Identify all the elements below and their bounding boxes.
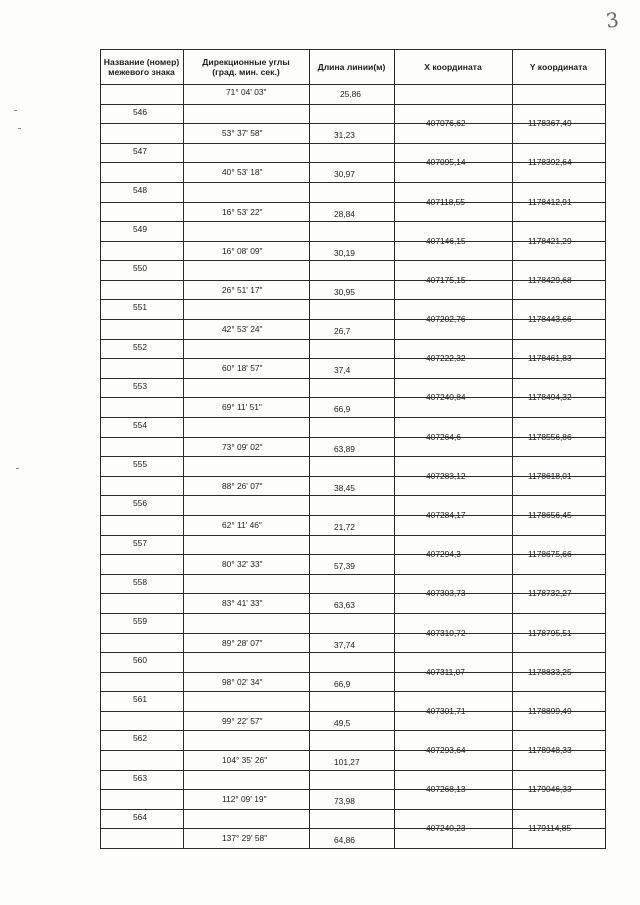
segment-angle: 16° 08' 09" (222, 246, 263, 256)
point-x: 407240,23 (426, 823, 466, 833)
point-y: 1178392,64 (528, 157, 572, 167)
segment-angle: 40° 53' 18" (222, 167, 263, 177)
point-x: 407310,72 (426, 628, 466, 638)
point-x: 407202,76 (426, 314, 466, 324)
point-x: 407240,84 (426, 392, 466, 402)
table-row-line (100, 339, 606, 340)
point-name: 563 (133, 773, 147, 783)
point-name: 559 (133, 616, 147, 626)
point-x: 407284,17 (426, 510, 466, 520)
point-name: 552 (133, 342, 147, 352)
point-x: 407175,15 (426, 275, 466, 285)
point-y: 1178494,32 (528, 392, 572, 402)
point-name: 556 (133, 498, 147, 508)
segment-angle: 16° 53' 22" (222, 207, 263, 217)
point-x: 407268,13 (426, 784, 466, 794)
segment-length: 66,9 (334, 404, 351, 414)
point-x: 407303,73 (426, 588, 466, 598)
table-row-line (100, 770, 606, 771)
point-name: 560 (133, 655, 147, 665)
segment-angle: 89° 28' 07" (222, 638, 263, 648)
table-row-line (100, 652, 606, 653)
point-y: 1178461,83 (528, 353, 572, 363)
segment-angle: 112° 09' 19" (222, 794, 267, 804)
point-name: 547 (133, 146, 147, 156)
segment-length: 26,7 (334, 326, 351, 336)
segment-angle: 71° 04' 03" (226, 87, 267, 97)
segment-length: 30,97 (334, 169, 355, 179)
point-x: 407222,32 (426, 353, 466, 363)
point-y: 1178367,49 (528, 118, 572, 128)
point-y: 1178421,29 (528, 236, 572, 246)
segment-length: 28,84 (334, 209, 355, 219)
table-row-line (100, 574, 606, 575)
table-row-line (100, 84, 606, 85)
segment-angle: 98° 02' 34" (222, 677, 263, 687)
scan-speck (16, 468, 19, 469)
table-row-line (100, 104, 606, 105)
segment-length: 30,95 (334, 287, 355, 297)
table-row-line (100, 49, 606, 50)
point-y: 1178795,51 (528, 628, 572, 638)
segment-angle: 99° 22' 57" (222, 716, 263, 726)
point-x: 407118,55 (426, 197, 465, 207)
segment-length: 37,4 (334, 365, 351, 375)
segment-length: 63,89 (334, 444, 355, 454)
point-y: 1178429,68 (528, 275, 572, 285)
point-y: 1178948,33 (528, 745, 572, 755)
point-y: 1178556,86 (528, 432, 572, 442)
point-x: 407301,71 (426, 706, 466, 716)
point-name: 555 (133, 459, 147, 469)
point-x: 407095,14 (426, 157, 466, 167)
table-row-line (100, 417, 606, 418)
point-name: 550 (133, 263, 147, 273)
table-column-line (309, 49, 310, 849)
segment-angle: 53° 37' 58" (222, 128, 263, 138)
point-y: 1179114,85 (528, 823, 572, 833)
point-y: 1178443,66 (528, 314, 572, 324)
point-name: 551 (133, 302, 147, 312)
point-name: 562 (133, 733, 147, 743)
point-name: 548 (133, 185, 147, 195)
point-x: 407076,62 (426, 118, 466, 128)
table-row-line (100, 730, 606, 731)
table-row-line (100, 456, 606, 457)
table-row-line (100, 182, 606, 183)
header-name: Название (номер) межевого знака (103, 56, 180, 77)
table-row-line (100, 613, 606, 614)
point-y: 1178732,27 (528, 588, 572, 598)
segment-angle: 80° 32' 33" (222, 559, 263, 569)
point-x: 407264,6 (426, 432, 461, 442)
table-row-line (100, 495, 606, 496)
point-y: 1179046,33 (528, 784, 572, 794)
table-column-line (100, 49, 101, 849)
segment-angle: 137° 29' 58" (222, 833, 268, 843)
point-y: 1178675,66 (528, 549, 572, 559)
segment-length: 21,72 (334, 522, 355, 532)
table-row-line (100, 221, 606, 222)
header-x: X координата (424, 61, 482, 72)
table-row-line (100, 378, 606, 379)
point-name: 558 (133, 577, 147, 587)
segment-length: 38,45 (334, 483, 355, 493)
table-row-line (100, 535, 606, 536)
segment-angle: 104° 35' 26" (222, 755, 268, 765)
point-y: 1178899,49 (528, 706, 572, 716)
segment-length: 64,86 (334, 835, 355, 845)
table-column-line (605, 49, 606, 849)
point-name: 554 (133, 420, 147, 430)
point-name: 557 (133, 538, 147, 548)
table-row-line (100, 809, 606, 810)
point-name: 549 (133, 224, 147, 234)
segment-angle: 88° 26' 07" (222, 481, 263, 491)
point-y: 1178656,45 (528, 510, 572, 520)
segment-angle: 26° 51' 17" (222, 285, 263, 295)
scan-speck (18, 128, 21, 129)
point-x: 407311,07 (426, 667, 465, 677)
segment-length: 66,9 (334, 679, 351, 689)
point-name: 553 (133, 381, 147, 391)
page-number: 3 (604, 7, 621, 33)
segment-angle: 62° 11' 46" (222, 520, 262, 530)
point-name: 561 (133, 694, 147, 704)
point-x: 407146,15 (426, 236, 466, 246)
segment-angle: 69° 11' 51" (222, 402, 262, 412)
segment-angle: 42° 53' 24" (222, 324, 263, 334)
point-y: 1178833,25 (528, 667, 572, 677)
segment-length: 73,98 (334, 796, 355, 806)
segment-length: 49,5 (334, 718, 351, 728)
segment-length: 57,39 (334, 561, 355, 571)
header-y: Y координата (529, 61, 588, 72)
segment-length: 30,19 (334, 248, 355, 258)
header-length: Длина линии(м) (317, 61, 386, 72)
point-name: 564 (133, 812, 147, 822)
table-column-line (512, 49, 513, 849)
point-x: 407294,3 (426, 549, 461, 559)
segment-angle: 83° 41' 33" (222, 598, 263, 608)
point-y: 1178618,01 (528, 471, 572, 481)
scan-speck (14, 110, 17, 111)
segment-length: 101,27 (334, 757, 360, 767)
point-name: 546 (133, 107, 147, 117)
point-y: 1178412,91 (528, 197, 572, 207)
table-row-line (100, 260, 606, 261)
table-column-line (183, 49, 184, 849)
point-x: 407293,64 (426, 745, 466, 755)
point-x: 407283,12 (426, 471, 466, 481)
segment-angle: 60° 18' 57" (222, 363, 263, 373)
segment-length: 37,74 (334, 640, 355, 650)
table-row-line (100, 299, 606, 300)
segment-length: 25,86 (340, 89, 361, 99)
header-angle: Дирекционные углы (град. мин. сек.) (202, 56, 290, 77)
segment-length: 31,23 (334, 130, 355, 140)
table-row-line (100, 848, 606, 849)
table-row-line (100, 691, 606, 692)
table-row-line (100, 143, 606, 144)
table-column-line (394, 49, 395, 849)
segment-length: 63,63 (334, 600, 355, 610)
segment-angle: 73° 09' 02" (222, 442, 263, 452)
